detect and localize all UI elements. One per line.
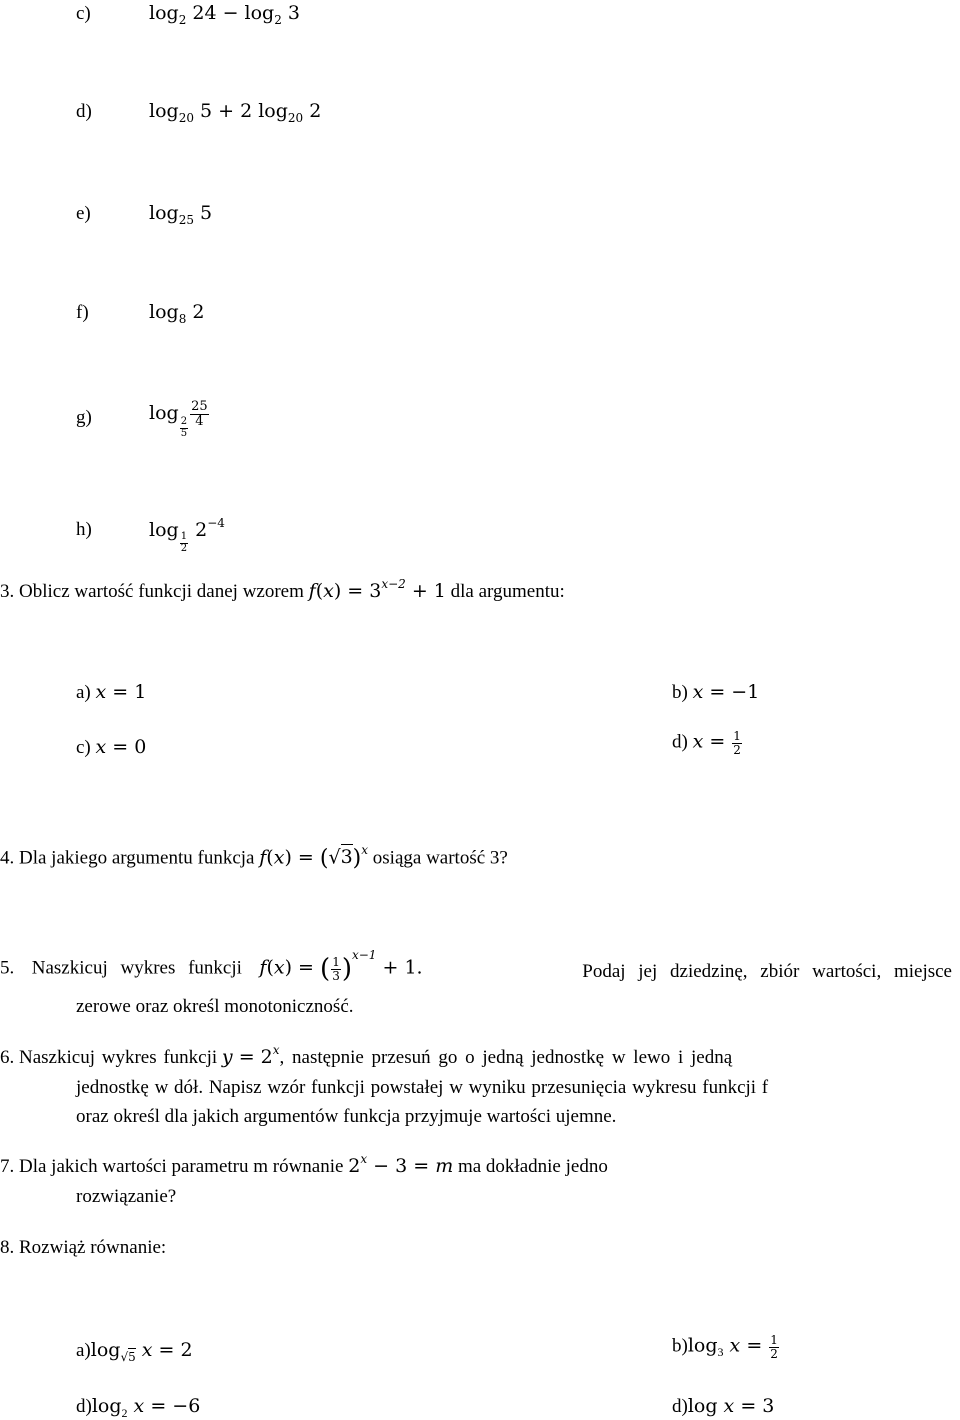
task-8d1: $d)\log_2$ x = −6	[76, 1395, 201, 1420]
math-expression: log $\frac{1}{2}$ $2^{-4}$	[149, 516, 225, 554]
task-text: Dla jakiego argumentu funkcja	[19, 847, 255, 869]
item-label: a)	[76, 1340, 91, 1361]
item-label: d)	[672, 731, 688, 753]
task-number: 3.	[0, 581, 15, 602]
task-text: Oblicz wartość funkcji danej wzorem	[19, 581, 304, 602]
task-tail: Podaj jej dziedzinę, zbiór wartości, miejsce	[582, 961, 952, 982]
task-number: 5.	[0, 957, 15, 979]
math-expression: log $\frac{2}{5}$ $\frac{25}{4}$	[149, 399, 208, 439]
item-label: d)	[672, 1396, 688, 1417]
task-tail: , następnie przesuń go o jedną jednostkę w lewo i jedną	[279, 1047, 733, 1068]
task-6-line2: jednostkę w dół. Napisz wzór funkcji powstałej w wyniku przesunięcia wykresu funkcji f	[76, 1077, 769, 1098]
item-label: d)	[76, 1396, 92, 1417]
item-label: c)	[76, 3, 91, 24]
task-tail: osiąga wartość 3?	[372, 847, 508, 869]
math-expression: $\log_{25} 5$	[149, 202, 213, 227]
task-text: Naszkicuj wykres funkcji	[31, 957, 242, 979]
item-label: d)	[76, 101, 92, 122]
item-label: a)	[76, 682, 91, 703]
item-2f	[76, 301, 205, 326]
item-label: c)	[76, 737, 91, 758]
task-8d2: d)log x = 3	[672, 1395, 775, 1417]
task-tail: dla argumentu:	[450, 581, 565, 602]
task-8	[0, 1238, 166, 1257]
task-number: 7.	[0, 1156, 15, 1177]
item-label: g)	[76, 407, 92, 428]
task-7: 7. Dla jakich wartości parametru m równanie $2^x - 3 = m$ ma dokładnie jedno	[0, 1152, 608, 1177]
item-2g	[76, 399, 208, 439]
item-label: b)	[672, 682, 688, 703]
task-number: 6.	[0, 1047, 15, 1068]
formula: f	[308, 580, 316, 602]
task-tail: ma dokładnie jedno	[457, 1156, 608, 1177]
task-3c: c) x = 0	[76, 736, 147, 758]
item-2c	[76, 2, 301, 27]
item-2h	[76, 516, 225, 554]
item-label: h)	[76, 519, 92, 540]
task-8b: $b)\log_3$ x = $\frac{1}{2}$	[672, 1333, 778, 1361]
task-3d: d) x = $\frac{1}{2}$	[672, 729, 741, 757]
task-text: Naszkicuj wykres funkcji	[19, 1047, 218, 1068]
math-expression: $\log_8 2$	[149, 301, 205, 326]
task-3a: a) x = 1	[76, 681, 147, 703]
item-label: f)	[76, 302, 89, 323]
task-number: 4.	[0, 847, 15, 869]
item-label: e)	[76, 203, 91, 224]
math-expression: $\log_{20} 5 + 2$ $\log_{20} 2$	[149, 100, 322, 125]
task-4: 4. Dla jakiego argumentu funkcja $f(x) = (√3)^x$ osiąga wartość 3?	[0, 843, 508, 871]
item-2e	[76, 202, 213, 227]
task-3b: b) x = −1	[672, 681, 760, 703]
task-3: 3. Oblicz wartość funkcji danej wzorem $f(x) = 3^{x-2} + 1$ dla argumentu:	[0, 577, 565, 602]
item-2d	[76, 100, 322, 125]
task-5: 5. Naszkicuj wykres funkcji f(x) = ( $\frac{1}{3}$ )$^{x-1}$ + 1. Podaj jej dziedzinę, zbiór wartości, miejsce	[0, 948, 952, 985]
task-8a: $a)\log_{√5}$ x = 2	[76, 1339, 193, 1364]
math-expression: $\log_2 24 - \log_2 3$	[149, 2, 301, 27]
task-number: 8.	[0, 1237, 15, 1258]
task-5-line2: zerowe oraz określ monotoniczność.	[76, 996, 354, 1017]
task-text: Dla jakich wartości parametru m równanie	[19, 1156, 344, 1177]
task-6: 6. Naszkicuj wykres funkcji $y = 2^x$, następnie przesuń go o jedną jednostkę w lewo i jedną	[0, 1043, 733, 1068]
task-text: Rozwiąż równanie:	[19, 1237, 167, 1258]
task-6-line3: oraz określ dla jakich argumentów funkcja przyjmuje wartości ujemne.	[76, 1106, 617, 1127]
item-label: b)	[672, 1335, 688, 1357]
task-7-line2: rozwiązanie?	[76, 1186, 177, 1207]
